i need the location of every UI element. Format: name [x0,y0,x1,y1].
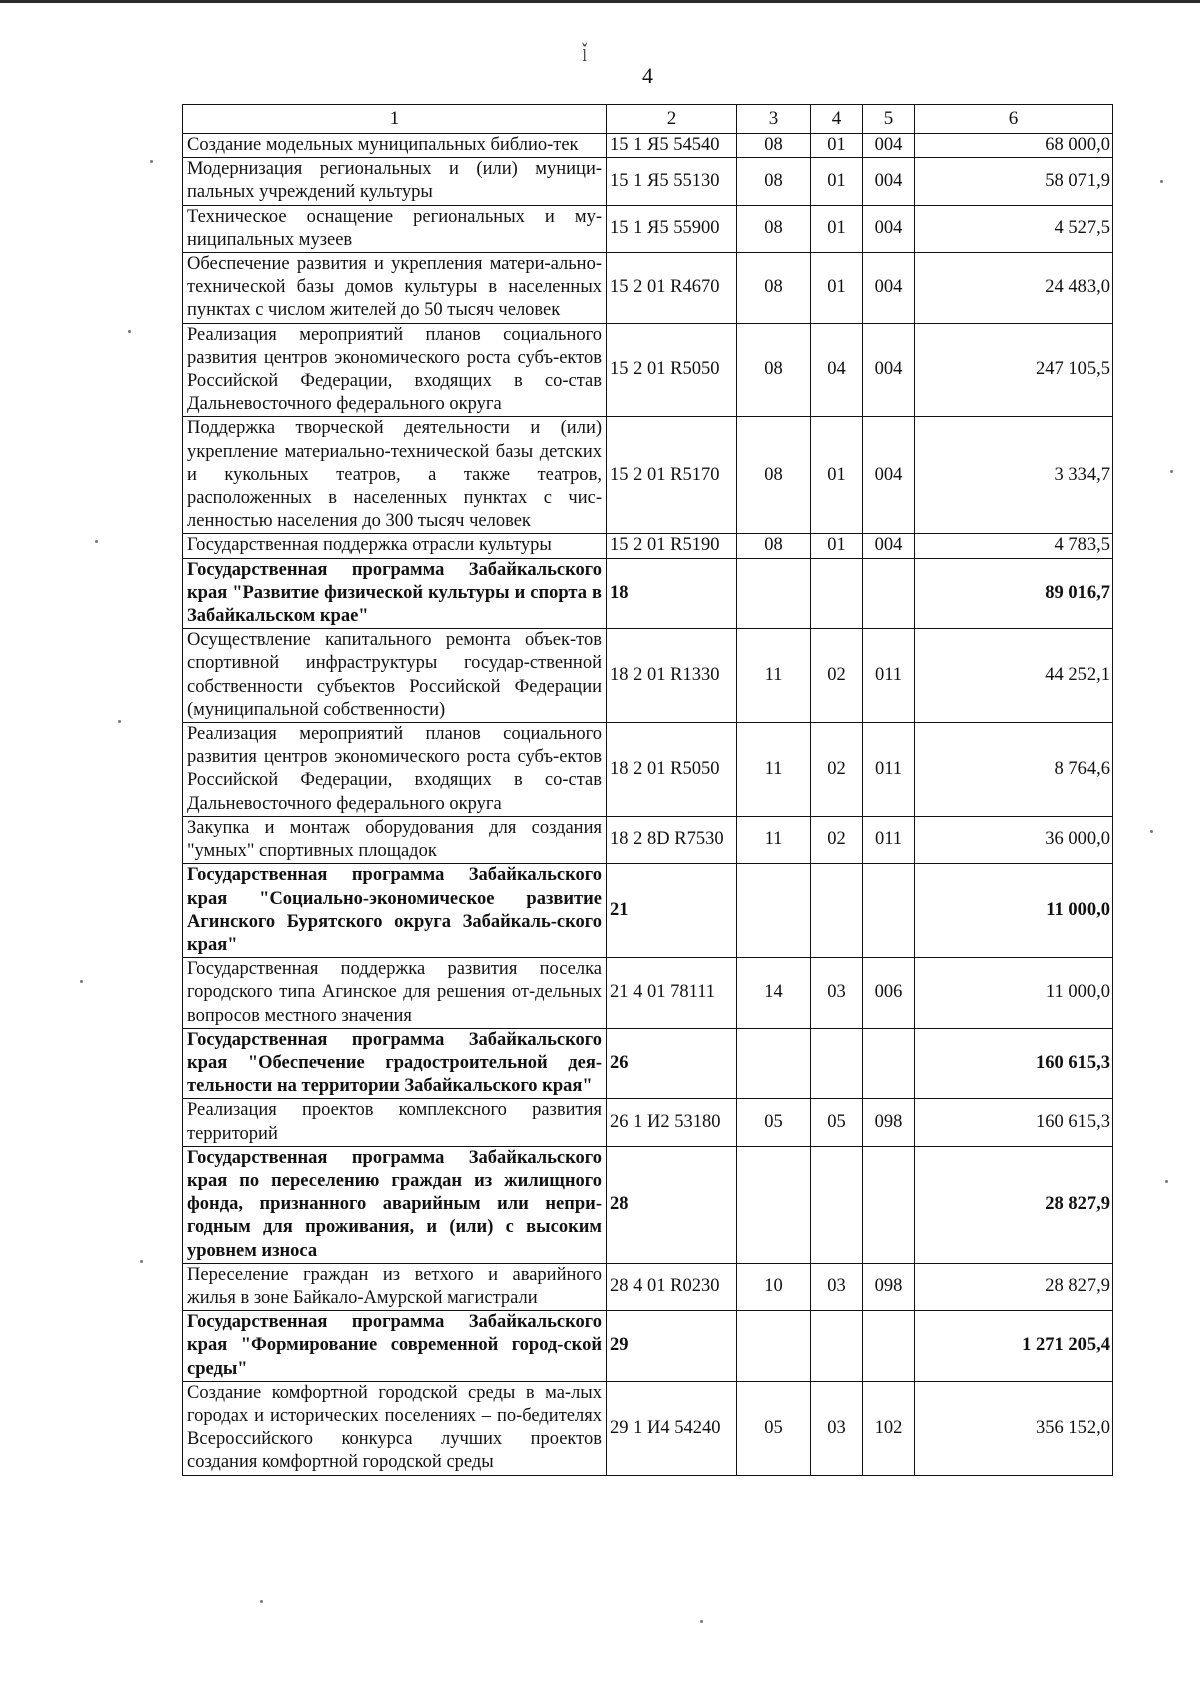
cell-col-4 [811,1028,863,1099]
table-row [183,1263,1113,1310]
cell-code: 15 2 01 R5190 [607,534,737,558]
cell-col-3: 05 [737,1099,811,1146]
cell-col-4: 01 [811,253,863,324]
table-body [183,134,1113,1476]
table-row [183,958,1113,1029]
cell-col-5: 098 [863,1263,915,1310]
cell-col-3 [737,558,811,629]
cell-amount: 3 334,7 [915,417,1113,534]
cell-col-3 [737,1146,811,1263]
scan-speck [95,540,98,543]
cell-col-4 [811,1146,863,1263]
header-col-2: 2 [607,105,737,134]
cell-amount: 24 483,0 [915,253,1113,324]
page-number: 4 [642,63,653,88]
cell-col-5: 004 [863,205,915,252]
cell-col-3: 10 [737,1263,811,1310]
cell-code: 15 1 Я5 55130 [607,158,737,205]
table-row [183,723,1113,817]
header-col-3: 3 [737,105,811,134]
program-row [183,1311,1113,1382]
cell-col-3 [737,1028,811,1099]
cell-name: Техническое оснащение региональных и му-ниципальных музеев [183,205,607,252]
program-row [183,1028,1113,1099]
cell-col-5: 004 [863,417,915,534]
scan-speck [118,720,121,723]
cell-amount: 11 000,0 [915,864,1113,958]
scan-speck [80,980,83,983]
cell-col-5: 011 [863,723,915,817]
cell-amount: 58 071,9 [915,158,1113,205]
cell-code: 18 2 8D R7530 [607,816,737,863]
table-row [183,1381,1113,1475]
table-row [183,253,1113,324]
table-row [183,134,1113,158]
cell-name: Поддержка творческой деятельности и (или) укрепление материально-технической базы детских и кукольных театров, а также театров, расположенных в населенных пунктах с чис-ленностью населения до 300 тысяч человек [183,417,607,534]
scan-speck [140,1260,143,1263]
scan-speck [1165,1180,1168,1183]
header-col-1: 1 [183,105,607,134]
scan-edge [0,0,1200,3]
cell-amount: 160 615,3 [915,1028,1113,1099]
cell-col-4 [811,558,863,629]
cell-name: Реализация мероприятий планов социального развития центров экономического роста субъ-ектов Российской Федерации, входящих в со-став Дальневосточного федерального округа [183,323,607,417]
cell-col-5: 098 [863,1099,915,1146]
budget-table [182,104,1113,1476]
cell-amount: 11 000,0 [915,958,1113,1029]
cell-name: Государственная поддержка развития поселка городского типа Агинское для решения от-дельных вопросов местного значения [183,958,607,1029]
cell-col-3: 08 [737,323,811,417]
scan-speck [1160,180,1163,183]
cell-code: 15 2 01 R4670 [607,253,737,324]
cell-amount: 4 783,5 [915,534,1113,558]
cell-name: Государственная программа Забайкальского края "Обеспечение градостроительной дея-тельности на территории Забайкальского края" [183,1028,607,1099]
cell-col-5: 004 [863,253,915,324]
cell-col-3 [737,1311,811,1382]
cell-amount: 36 000,0 [915,816,1113,863]
scan-speck [128,330,131,333]
cell-col-5: 004 [863,158,915,205]
scan-speck [260,1600,263,1603]
program-row [183,864,1113,958]
table-row [183,629,1113,723]
cell-code: 26 1 И2 53180 [607,1099,737,1146]
cell-col-3: 08 [737,205,811,252]
cell-col-4: 01 [811,134,863,158]
table-row [183,323,1113,417]
cell-col-5 [863,1311,915,1382]
cell-col-3: 08 [737,253,811,324]
cell-col-4: 03 [811,958,863,1029]
cell-col-4 [811,1311,863,1382]
scan-speck [1170,470,1173,473]
cell-amount: 89 016,7 [915,558,1113,629]
cell-col-5: 004 [863,134,915,158]
table-row [183,1099,1113,1146]
cell-amount: 44 252,1 [915,629,1113,723]
cell-col-5: 011 [863,629,915,723]
cell-name: Осуществление капитального ремонта объек-тов спортивной инфраструктуры государ-ственной собственности субъектов Российской Федерации (муниципальной собственности) [183,629,607,723]
cell-col-5: 004 [863,534,915,558]
table-row [183,158,1113,205]
cell-name: Переселение граждан из ветхого и аварийного жилья в зоне Байкало-Амурской магистрали [183,1263,607,1310]
cell-code: 18 2 01 R5050 [607,723,737,817]
cell-name: Государственная программа Забайкальского края по переселению граждан из жилищного фонда, признанного аварийным или непри-годным для проживания, и (или) с высоким уровнем износа [183,1146,607,1263]
cell-amount: 4 527,5 [915,205,1113,252]
cell-col-5 [863,1028,915,1099]
cell-col-5 [863,864,915,958]
cell-name: Создание модельных муниципальных библио-тек [183,134,607,158]
cell-amount: 1 271 205,4 [915,1311,1113,1382]
cell-code: 15 1 Я5 55900 [607,205,737,252]
cell-col-5: 006 [863,958,915,1029]
cell-code: 15 1 Я5 54540 [607,134,737,158]
cell-code: 21 [607,864,737,958]
cell-name: Государственная поддержка отрасли культуры [183,534,607,558]
cell-col-4: 01 [811,417,863,534]
cell-col-5: 004 [863,323,915,417]
cell-col-5 [863,558,915,629]
cell-code: 29 1 И4 54240 [607,1381,737,1475]
cell-amount: 247 105,5 [915,323,1113,417]
cell-col-3 [737,864,811,958]
cell-col-3: 08 [737,134,811,158]
cell-code: 29 [607,1311,737,1382]
cell-col-3: 05 [737,1381,811,1475]
cell-name: Реализация проектов комплексного развития территорий [183,1099,607,1146]
table-header-row [183,105,1113,134]
cell-amount: 28 827,9 [915,1146,1113,1263]
cell-col-3: 14 [737,958,811,1029]
cell-col-5: 102 [863,1381,915,1475]
cell-amount: 160 615,3 [915,1099,1113,1146]
cell-col-5 [863,1146,915,1263]
cell-code: 28 4 01 R0230 [607,1263,737,1310]
cell-col-3: 11 [737,816,811,863]
cell-name: Модернизация региональных и (или) муници-пальных учреждений культуры [183,158,607,205]
cell-amount: 28 827,9 [915,1263,1113,1310]
table-row [183,417,1113,534]
scan-speck [700,1620,703,1623]
cell-col-3: 11 [737,629,811,723]
cell-code: 18 2 01 R1330 [607,629,737,723]
cell-amount: 8 764,6 [915,723,1113,817]
cell-col-3: 08 [737,158,811,205]
table-row [183,816,1113,863]
cell-code: 21 4 01 78111 [607,958,737,1029]
cell-name: Государственная программа Забайкальского края "Развитие физической культуры и спорта в Забайкальском крае" [183,558,607,629]
cell-col-4: 05 [811,1099,863,1146]
cell-name: Реализация мероприятий планов социального развития центров экономического роста субъ-ектов Российской Федерации, входящих в со-став Дальневосточного федерального округа [183,723,607,817]
cell-col-5: 011 [863,816,915,863]
scan-speck [1150,830,1153,833]
cell-col-4: 02 [811,723,863,817]
header-col-6: 6 [915,105,1113,134]
table-row [183,205,1113,252]
cell-col-4: 01 [811,158,863,205]
cell-col-4: 02 [811,629,863,723]
cell-col-4 [811,864,863,958]
cell-col-4: 02 [811,816,863,863]
handwritten-mark: ǐ [582,38,587,67]
cell-col-3: 08 [737,534,811,558]
cell-code: 26 [607,1028,737,1099]
cell-code: 28 [607,1146,737,1263]
header-col-5: 5 [863,105,915,134]
cell-col-4: 01 [811,534,863,558]
cell-col-4: 04 [811,323,863,417]
header-col-4: 4 [811,105,863,134]
cell-col-3: 08 [737,417,811,534]
cell-amount: 68 000,0 [915,134,1113,158]
cell-col-4: 03 [811,1263,863,1310]
cell-name: Государственная программа Забайкальского края "Формирование современной город-ской среды" [183,1311,607,1382]
scan-speck [150,160,153,163]
program-row [183,1146,1113,1263]
program-row [183,558,1113,629]
cell-code: 18 [607,558,737,629]
cell-name: Закупка и монтаж оборудования для создания "умных" спортивных площадок [183,816,607,863]
cell-code: 15 2 01 R5050 [607,323,737,417]
cell-name: Государственная программа Забайкальского края "Социально-экономическое развитие Агинского Бурятского округа Забайкаль-ского края" [183,864,607,958]
cell-code: 15 2 01 R5170 [607,417,737,534]
cell-name: Создание комфортной городской среды в ма-лых городах и исторических поселениях – по-бедителях Всероссийского конкурса лучших проектов создания комфортной городской среды [183,1381,607,1475]
table-row [183,534,1113,558]
cell-col-4: 03 [811,1381,863,1475]
cell-col-3: 11 [737,723,811,817]
cell-name: Обеспечение развития и укрепления матери-ально-технической базы домов культуры в населенных пунктах с числом жителей до 50 тысяч человек [183,253,607,324]
cell-col-4: 01 [811,205,863,252]
cell-amount: 356 152,0 [915,1381,1113,1475]
